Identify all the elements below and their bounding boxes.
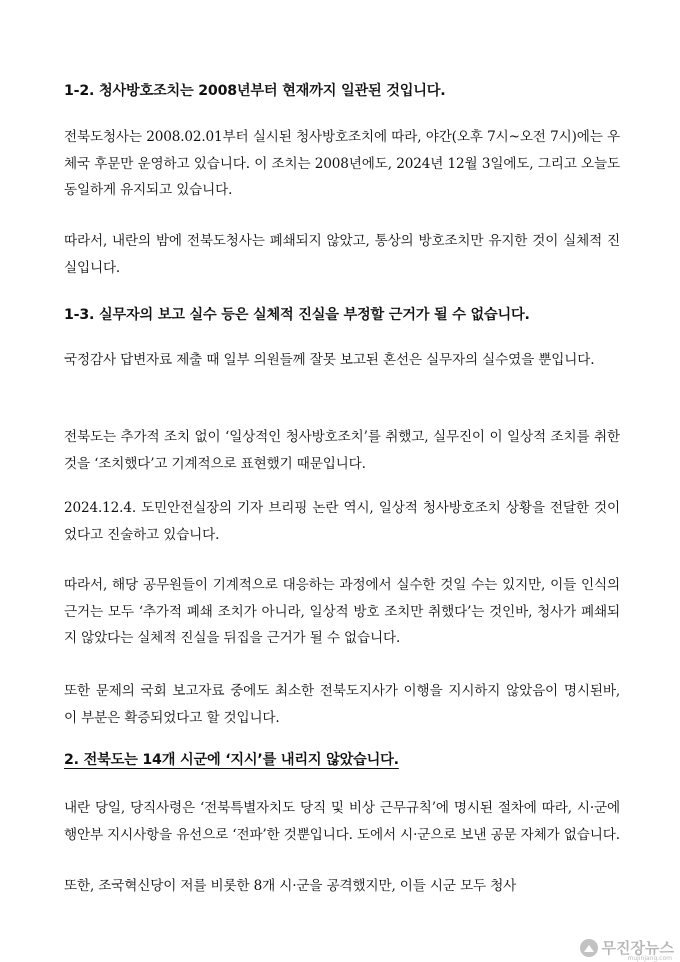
paragraph-7: 또한 문제의 국회 보고자료 중에도 최소한 전북도지사가 이행을 지시하지 않았음이 명시된바, 이 부분은 확증되었다고 할 것입니다. <box>64 683 620 726</box>
paragraph-8: 내란 당일, 당직사령은 ‘전북특별자치도 당직 및 비상 근무규칙’에 명시된 절차에 따라, 시·군에 행안부 지시사항을 유선으로 ‘전파’한 것뿐입니다. 도에서 시·군으로 보낸 공문 자체가 없습니다. <box>64 800 620 843</box>
paragraph-2: 따라서, 내란의 밤에 전북도청사는 폐쇄되지 않았고, 통상의 방호조치만 유지한 것이 실체적 진실입니다. <box>64 233 620 276</box>
paragraph-6: 따라서, 해당 공무원들이 기계적으로 대응하는 과정에서 실수한 것일 수는 있지만, 이들 인식의 근거는 모두 ‘추가적 폐쇄 조치가 아니라, 일상적 방호 조치만 취했다’는 것인바, 청사가 폐쇄되지 않았다는 실체적 진실을 뒤집을 근거가 될 수 없습니다. <box>64 577 620 646</box>
paragraph-3: 국정감사 답변자료 제출 때 일부 의원들께 잘못 보고된 혼선은 실무자의 실수였을 뿐입니다. <box>64 352 595 368</box>
paragraph-5: 2024.12.4. 도민안전실장의 기자 브리핑 논란 역시, 일상적 청사방호조치 상황을 전달한 것이었다고 진술하고 있습니다. <box>64 500 620 543</box>
paragraph-9: 또한, 조국혁신당이 저를 비롯한 8개 시·군을 공격했지만, 이들 시군 모두 청사 <box>64 878 517 894</box>
watermark-name: 무진장뉴스 <box>601 939 674 957</box>
watermark-url: mujinjang.com <box>627 955 672 962</box>
heading-1-2: 1-2. 청사방호조치는 2008년부터 현재까지 일관된 것입니다. <box>64 83 446 99</box>
paragraph-4: 전북도는 추가적 조치 없이 ‘일상적인 청사방호조치’를 취했고, 실무진이 이 일상적 조치를 취한 것을 ‘조치했다’고 기계적으로 표현했기 때문입니다. <box>64 429 620 472</box>
mountain-logo-icon <box>580 939 598 957</box>
heading-2: 2. 전북도는 14개 시군에 ‘지시’를 내리지 않았습니다. <box>64 752 399 768</box>
paragraph-1: 전북도청사는 2008.02.01부터 실시된 청사방호조치에 따라, 야간(오후 7시~오전 7시)에는 우체국 후문만 운영하고 있습니다. 이 조치는 2008년에도, 2024년 12월 3일에도, 그리고 오늘도 동일하게 유지되고 있습니다. <box>64 129 620 198</box>
heading-1-3: 1-3. 실무자의 보고 실수 등은 실체적 진실을 부정할 근거가 될 수 없습니다. <box>64 307 530 323</box>
